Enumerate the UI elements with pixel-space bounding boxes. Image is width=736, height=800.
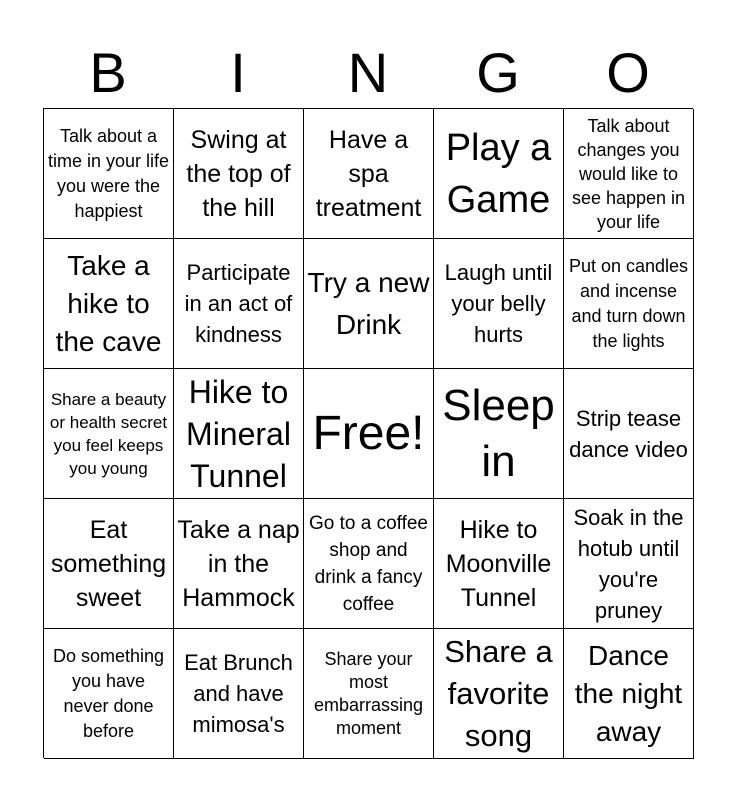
- free-space-text: Free!: [312, 406, 425, 460]
- bingo-cell[interactable]: [434, 109, 564, 239]
- bingo-cell-text: Share your most embarrassing moment: [313, 648, 424, 738]
- bingo-cell-text: Do something you have never done before: [52, 645, 165, 741]
- bingo-cell-text: Dance the night away: [574, 639, 683, 747]
- header-letter-o: O: [606, 41, 650, 104]
- header-letter-n: N: [347, 41, 389, 104]
- bingo-cell-text: Share a favorite song: [444, 633, 553, 753]
- bingo-cell-text: Share a beauty or health secret you feel keeps you young: [49, 389, 168, 478]
- bingo-cell[interactable]: [304, 109, 434, 239]
- bingo-cell-text: Play a Game: [445, 126, 552, 221]
- bingo-cell[interactable]: [434, 629, 564, 759]
- bingo-cell[interactable]: [174, 109, 304, 239]
- bingo-cell-text: Try a new Drink: [307, 266, 430, 340]
- bingo-cell[interactable]: [44, 629, 174, 759]
- bingo-cell[interactable]: [434, 499, 564, 629]
- bingo-cell[interactable]: [44, 239, 174, 369]
- bingo-cell[interactable]: [304, 239, 434, 369]
- bingo-cell-text: Have a spa treatment: [315, 125, 422, 222]
- bingo-cell[interactable]: [174, 369, 304, 499]
- bingo-cell[interactable]: [174, 239, 304, 369]
- bingo-cell-text: Laugh until your belly hurts: [444, 260, 553, 347]
- bingo-cell-text: Swing at the top of the hill: [186, 125, 291, 222]
- header-letter-i: I: [230, 41, 246, 104]
- free-space[interactable]: [304, 369, 434, 499]
- bingo-cell-text: Sleep in: [442, 380, 555, 486]
- bingo-cell[interactable]: [174, 499, 304, 629]
- bingo-cell-text: Eat something sweet: [50, 515, 167, 612]
- bingo-cell[interactable]: [44, 369, 174, 499]
- bingo-cell-text: Talk about changes you would like to see happen in your life: [571, 115, 686, 232]
- bingo-cell[interactable]: [174, 629, 304, 759]
- bingo-cell-text: Take a nap in the Hammock: [177, 515, 300, 612]
- bingo-cell-text: Hike to Mineral Tunnel: [186, 373, 291, 494]
- bingo-cell[interactable]: [304, 629, 434, 759]
- bingo-cell-text: Strip tease dance video: [569, 405, 688, 462]
- bingo-cell-text: Go to a coffee shop and drink a fancy coffee: [308, 512, 428, 615]
- bingo-cell-text: Hike to Moonville Tunnel: [445, 515, 552, 612]
- bingo-cell[interactable]: [564, 629, 694, 759]
- bingo-cell[interactable]: [564, 369, 694, 499]
- bingo-cell[interactable]: [434, 369, 564, 499]
- header-letter-b: B: [89, 41, 127, 104]
- bingo-cell-text: Take a hike to the cave: [55, 249, 162, 357]
- bingo-cell[interactable]: [564, 109, 694, 239]
- bingo-cell[interactable]: [434, 239, 564, 369]
- bingo-cell[interactable]: [564, 239, 694, 369]
- bingo-cell[interactable]: [44, 499, 174, 629]
- bingo-cell[interactable]: [44, 109, 174, 239]
- bingo-cell[interactable]: [564, 499, 694, 629]
- bingo-cell-text: Participate in an act of kindness: [184, 260, 293, 347]
- header-letter-g: G: [476, 41, 520, 104]
- bingo-header: [43, 38, 693, 108]
- bingo-cell-text: Talk about a time in your life you were the happiest: [47, 125, 170, 221]
- bingo-card-grid: [43, 108, 693, 758]
- bingo-cell[interactable]: [304, 499, 434, 629]
- bingo-cell-text: Put on candles and incense and turn down the lights: [568, 255, 689, 351]
- bingo-cell-text: Eat Brunch and have mimosa's: [184, 650, 293, 737]
- bingo-cell-text: Soak in the hotub until you're pruney: [573, 504, 684, 623]
